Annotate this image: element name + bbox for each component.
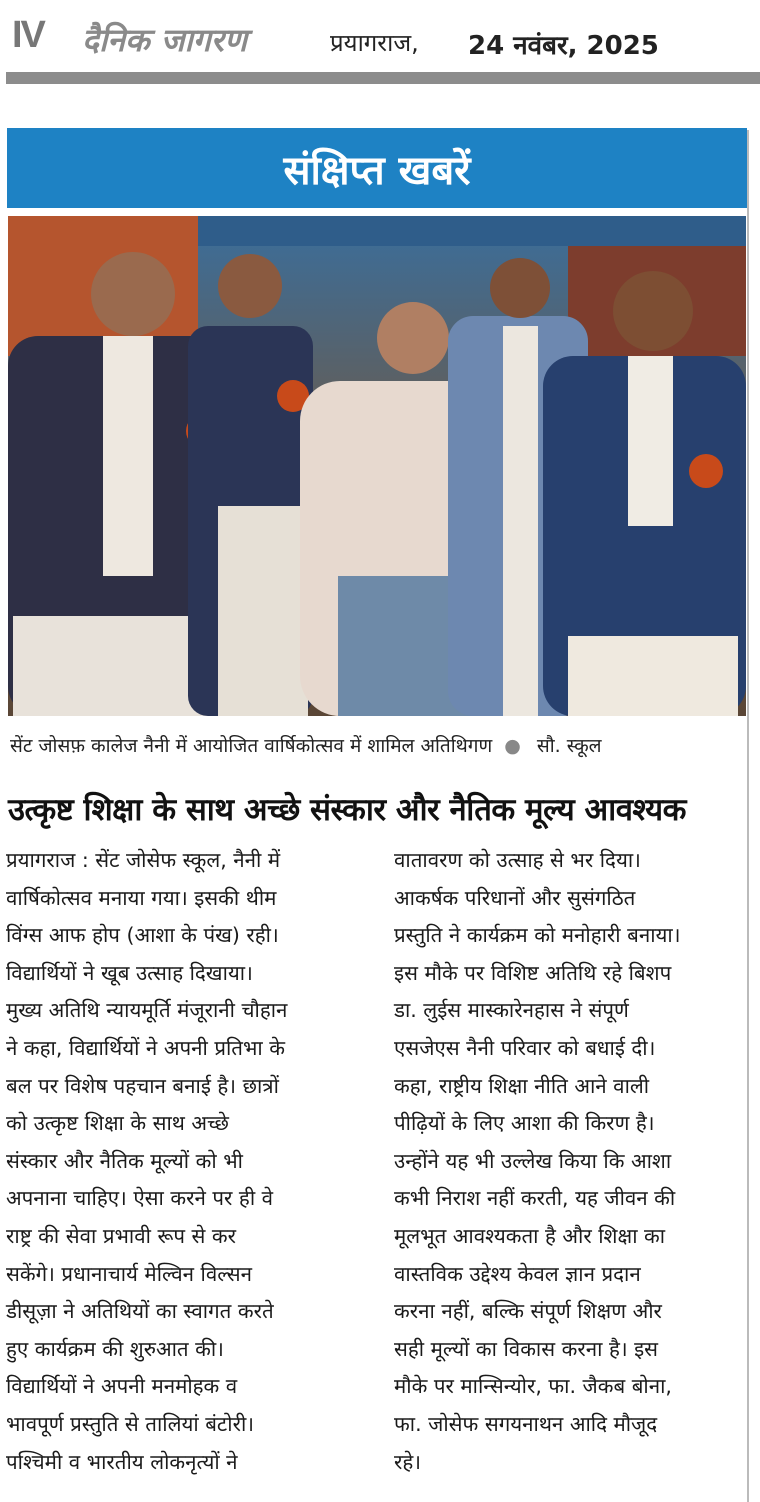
article-line: ने कहा, विद्यार्थियों ने अपनी प्रतिभा के bbox=[6, 1035, 285, 1060]
article-line: सकेंगे। प्रधानाचार्य मेल्विन विल्सन bbox=[6, 1261, 252, 1286]
edition-city: प्रयागराज, bbox=[330, 29, 419, 57]
section-banner bbox=[7, 128, 747, 208]
photo-credit: सौ. स्कूल bbox=[536, 735, 602, 757]
bullet-icon: ● bbox=[504, 735, 521, 757]
caption-text: सेंट जोसफ़ कालेज नैनी में आयोजित वार्षिकोत्सव में शामिल अतिथिगण bbox=[10, 735, 493, 757]
masthead bbox=[0, 0, 760, 72]
article-line: उन्होंने यह भी उल्लेख किया कि आशा bbox=[394, 1148, 672, 1173]
article-line: एसजेएस नैनी परिवार को बधाई दी। bbox=[394, 1035, 656, 1060]
section-title: संक्षिप्त खबरें bbox=[283, 147, 471, 194]
article-line: डीसूज़ा ने अतिथियों का स्वागत करते bbox=[6, 1299, 274, 1324]
article-headline: उत्कृष्ट शिक्षा के साथ अच्छे संस्कार और नैतिक मूल्य आवश्यक bbox=[8, 792, 686, 828]
newspaper-name: दैनिक जागरण bbox=[82, 21, 248, 59]
article-line: को उत्कृष्ट शिक्षा के साथ अच्छे bbox=[6, 1111, 229, 1136]
article-line: सही मूल्यों का विकास करना है। इस bbox=[394, 1336, 659, 1361]
article-line: इस मौके पर विशिष्ट अतिथि रहे बिशप bbox=[394, 960, 672, 985]
article-line: प्रस्तुति ने कार्यक्रम को मनोहारी बनाया। bbox=[394, 923, 681, 948]
group-photo-illustration bbox=[8, 216, 746, 716]
edition-date: 24 नवंबर, 2025 bbox=[468, 31, 659, 61]
article-line: आकर्षक परिधानों और सुसंगठित bbox=[394, 885, 636, 910]
article-line: विद्यार्थियों ने अपनी मनमोहक व bbox=[6, 1374, 238, 1399]
article-line: संस्कार और नैतिक मूल्यों को भी bbox=[6, 1148, 243, 1173]
article-line: कभी निराश नहीं करती, यह जीवन की bbox=[394, 1186, 676, 1211]
article-column-left bbox=[6, 842, 376, 1481]
article-line: बल पर विशेष पहचान बनाई है। छात्रों bbox=[6, 1073, 279, 1098]
article-line: अपनाना चाहिए। ऐसा करने पर ही वे bbox=[6, 1186, 274, 1211]
article-line: वातावरण को उत्साह से भर दिया। bbox=[394, 848, 641, 872]
article-line: मुख्य अतिथि न्यायमूर्ति मंजूरानी चौहान bbox=[6, 998, 288, 1023]
article-line: पीढ़ियों के लिए आशा की किरण है। bbox=[394, 1111, 655, 1136]
article-line: पश्चिमी व भारतीय लोकनृत्यों ने bbox=[6, 1449, 238, 1474]
news-photo bbox=[8, 216, 746, 716]
article-line: डा. लुईस मास्कारेनहास ने संपूर्ण bbox=[394, 998, 629, 1023]
article-line: करना नहीं, बल्कि संपूर्ण शिक्षण और bbox=[394, 1299, 662, 1324]
article-line: मौके पर मान्सिन्योर, फा. जैकब बोना, bbox=[394, 1374, 672, 1399]
article-line: भावपूर्ण प्रस्तुति से तालियां बंटोरी। bbox=[6, 1411, 255, 1436]
article-column-right bbox=[394, 842, 744, 1481]
article-line: कहा, राष्ट्रीय शिक्षा नीति आने वाली bbox=[394, 1073, 650, 1098]
article-line: प्रयागराज : सेंट जोसेफ स्कूल, नैनी में bbox=[6, 848, 281, 872]
article-line: विंग्स आफ होप (आशा के पंख) रही। bbox=[6, 923, 279, 948]
article-line: हुए कार्यक्रम की शुरुआत की। bbox=[6, 1336, 224, 1361]
article-line: फा. जोसेफ सगयनाथन आदि मौजूद bbox=[394, 1411, 658, 1436]
article-line: राष्ट्र की सेवा प्रभावी रूप से कर bbox=[6, 1223, 237, 1248]
article-line: विद्यार्थियों ने खूब उत्साह दिखाया। bbox=[6, 960, 253, 985]
masthead-rule bbox=[6, 72, 760, 84]
photo-caption bbox=[10, 732, 745, 762]
page-number: IV bbox=[12, 14, 44, 56]
article-line: रहे। bbox=[394, 1449, 422, 1474]
article-line: वार्षिकोत्सव मनाया गया। इसकी थीम bbox=[6, 885, 277, 910]
article-line: वास्तविक उद्देश्य केवल ज्ञान प्रदान bbox=[394, 1261, 641, 1286]
article-line: मूलभूत आवश्यकता है और शिक्षा का bbox=[394, 1223, 666, 1248]
